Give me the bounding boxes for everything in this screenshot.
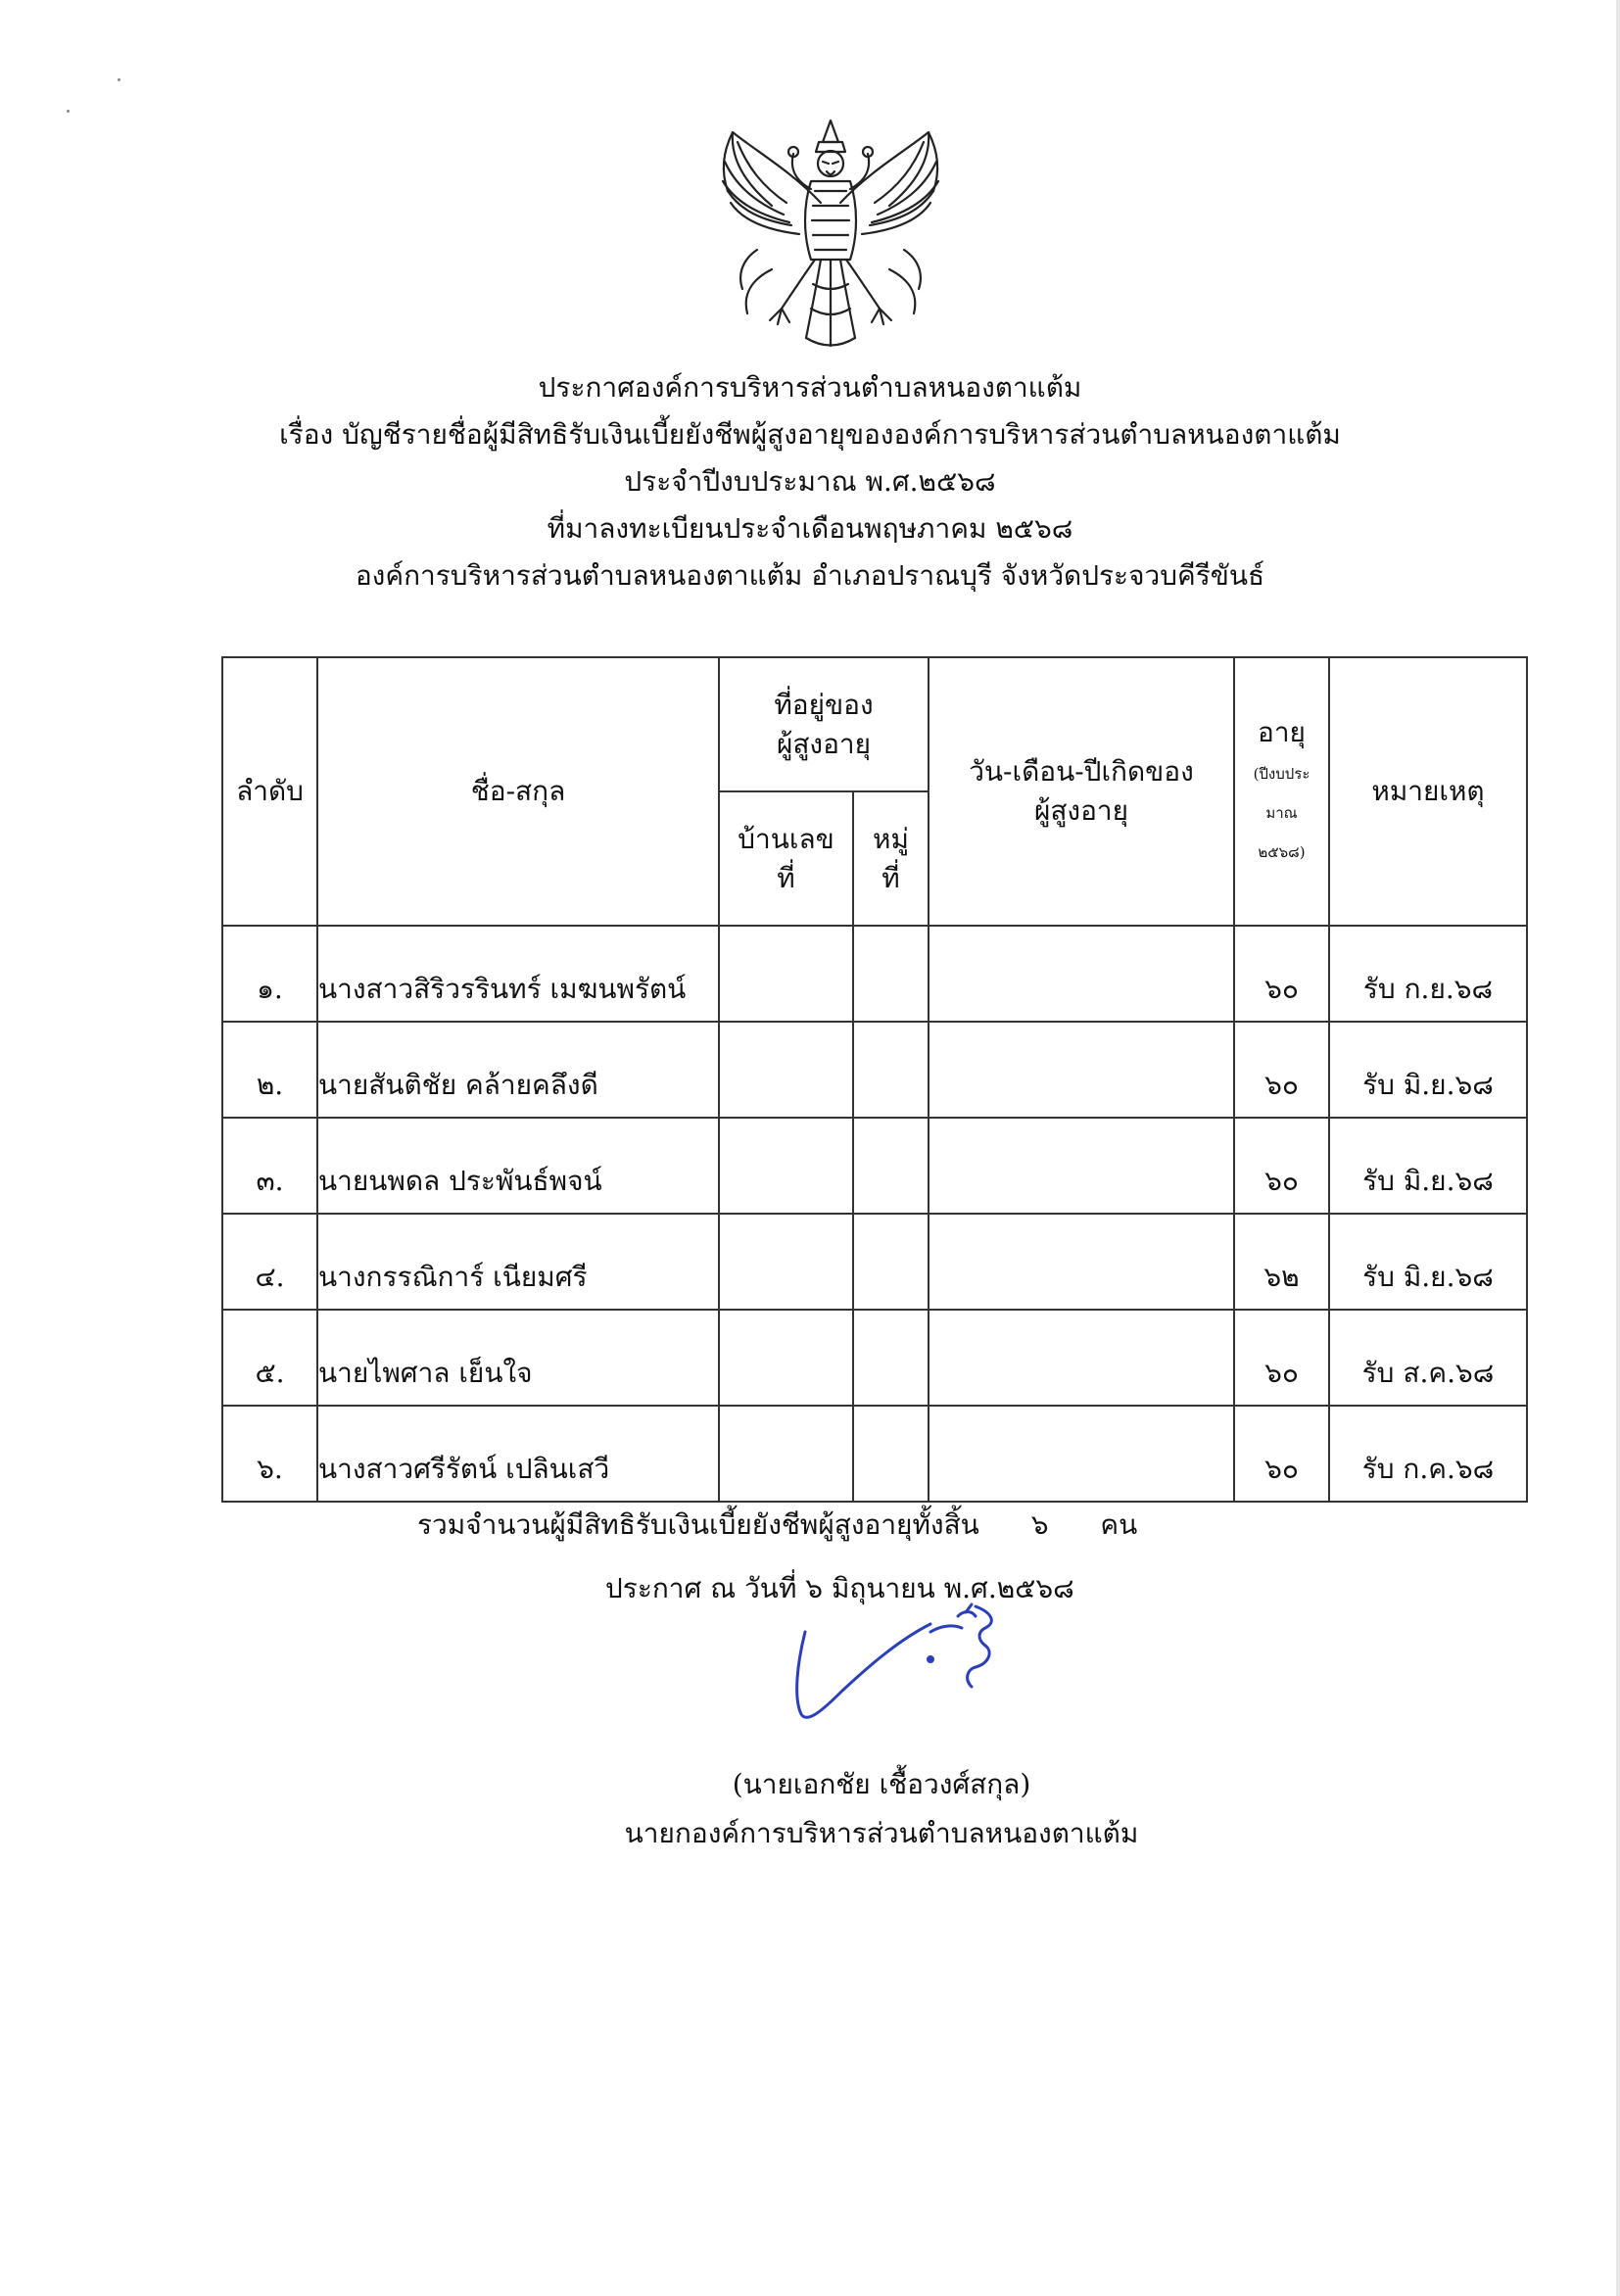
- signer-name: (นายเอกชัย เชื้อวงศ์สกุล): [732, 1768, 1031, 1800]
- row-remark: รับ มิ.ย.๖๘: [1329, 1118, 1527, 1214]
- header-age: [1234, 657, 1329, 926]
- header-house-number-line1: บ้านเลข: [738, 822, 834, 855]
- announcement-date: ประกาศ ณ วันที่ ๖ มิถุนายน พ.ศ.๒๕๖๘: [605, 1572, 1074, 1604]
- beneficiary-table: [221, 656, 1528, 1503]
- table-row: [222, 1406, 1527, 1502]
- header-address-line1: ที่อยู่ของ: [774, 688, 874, 721]
- row-order: ๑.: [222, 926, 317, 1022]
- row-remark: รับ มิ.ย.๖๘: [1329, 1214, 1527, 1310]
- header-address-group: [719, 657, 929, 791]
- table-row: [222, 926, 1527, 1022]
- row-order: ๔.: [222, 1214, 317, 1310]
- row-age: ๖๐: [1234, 926, 1329, 1022]
- row-village: [853, 1214, 929, 1310]
- header-address-line2: ผู้สูงอายุ: [776, 727, 872, 760]
- row-house-number: [719, 1406, 853, 1502]
- row-house-number: [719, 926, 853, 1022]
- row-age: ๖๒: [1234, 1214, 1329, 1310]
- table-row: [222, 1310, 1527, 1406]
- row-house-number: [719, 1310, 853, 1406]
- row-house-number: [719, 1022, 853, 1118]
- row-house-number: [719, 1118, 853, 1214]
- row-birthdate: [929, 926, 1234, 1022]
- document-header: [196, 364, 1424, 599]
- row-village: [853, 1406, 929, 1502]
- total-unit: คน: [1100, 1508, 1138, 1541]
- row-age: ๖๐: [1234, 1118, 1329, 1214]
- header-order: ลำดับ: [222, 657, 317, 926]
- page-edge-shadow: [1616, 0, 1620, 2296]
- garuda-emblem-icon: [713, 113, 948, 353]
- table-row: [222, 1118, 1527, 1214]
- signer-title: นายกองค์การบริหารส่วนตำบลหนองตาแต้ม: [624, 1817, 1139, 1849]
- header-age-note-line3: ๒๕๖๘): [1258, 843, 1306, 861]
- row-age: ๖๐: [1234, 1022, 1329, 1118]
- row-remark: รับ ก.ย.๖๘: [1329, 926, 1527, 1022]
- total-summary: [417, 1504, 1137, 1547]
- header-name: ชื่อ-สกุล: [317, 657, 719, 926]
- header-village-line2: ที่: [881, 861, 900, 894]
- row-birthdate: [929, 1022, 1234, 1118]
- header-age-note-line2: มาณ: [1265, 804, 1298, 822]
- row-village: [853, 1310, 929, 1406]
- total-label: รวมจำนวนผู้มีสิทธิรับเงินเบี้ยยังชีพผู้สูงอายุทั้งสิ้น: [417, 1508, 979, 1541]
- row-name: นายสันติชัย คล้ายคลึงดี: [317, 1022, 719, 1118]
- row-village: [853, 1022, 929, 1118]
- scan-speck: [118, 78, 120, 81]
- header-line-announcement: ประกาศองค์การบริหารส่วนตำบลหนองตาแต้ม: [538, 371, 1082, 404]
- row-village: [853, 926, 929, 1022]
- handwritten-signature-icon: [784, 1595, 1038, 1742]
- header-village-line1: หมู่: [873, 822, 909, 855]
- row-age: ๖๐: [1234, 1310, 1329, 1406]
- row-name: นางสาวสิริวรรินทร์ เมฆนพรัตน์: [317, 926, 719, 1022]
- header-house-number-line2: ที่: [777, 861, 795, 894]
- header-village: [853, 791, 929, 926]
- header-birthdate: [929, 657, 1234, 926]
- row-birthdate: [929, 1214, 1234, 1310]
- header-remark: หมายเหตุ: [1329, 657, 1527, 926]
- row-order: ๒.: [222, 1022, 317, 1118]
- header-age-label: อายุ: [1258, 716, 1306, 748]
- row-age: ๖๐: [1234, 1406, 1329, 1502]
- total-count: ๖: [1030, 1508, 1049, 1541]
- row-house-number: [719, 1214, 853, 1310]
- row-order: ๖.: [222, 1406, 317, 1502]
- header-age-note-line1: (ปีงบประ: [1253, 765, 1310, 783]
- row-name: นายนพดล ประพันธ์พจน์: [317, 1118, 719, 1214]
- row-remark: รับ มิ.ย.๖๘: [1329, 1022, 1527, 1118]
- header-line-fiscal-year: ประจำปีงบประมาณ พ.ศ.๒๕๖๘: [624, 465, 996, 498]
- row-name: นางสาวศรีรัตน์ เปลินเสวี: [317, 1406, 719, 1502]
- header-birthdate-line2: ผู้สูงอายุ: [1033, 794, 1129, 827]
- row-name: นายไพศาล เย็นใจ: [317, 1310, 719, 1406]
- header-line-subject: เรื่อง บัญชีรายชื่อผู้มีสิทธิรับเงินเบี้ยยังชีพผู้สูงอายุขององค์การบริหารส่วนตำบลหนองตาแต้ม: [279, 418, 1341, 451]
- row-name: นางกรรณิการ์ เนียมศรี: [317, 1214, 719, 1310]
- table-header-row: [222, 657, 1527, 791]
- row-remark: รับ ก.ค.๖๘: [1329, 1406, 1527, 1502]
- table-row: [222, 1022, 1527, 1118]
- row-remark: รับ ส.ค.๖๘: [1329, 1310, 1527, 1406]
- row-birthdate: [929, 1406, 1234, 1502]
- scan-speck: [67, 110, 70, 113]
- row-order: ๕.: [222, 1310, 317, 1406]
- header-line-organization: องค์การบริหารส่วนตำบลหนองตาแต้ม อำเภอปราณบุรี จังหวัดประจวบคีรีขันธ์: [355, 559, 1265, 592]
- header-house-number: [719, 791, 853, 926]
- header-birthdate-line1: วัน-เดือน-ปีเกิดของ: [969, 755, 1194, 788]
- row-birthdate: [929, 1310, 1234, 1406]
- table-row: [222, 1214, 1527, 1310]
- row-order: ๓.: [222, 1118, 317, 1214]
- row-village: [853, 1118, 929, 1214]
- row-birthdate: [929, 1118, 1234, 1214]
- header-line-registration-month: ที่มาลงทะเบียนประจำเดือนพฤษภาคม ๒๕๖๘: [547, 512, 1073, 545]
